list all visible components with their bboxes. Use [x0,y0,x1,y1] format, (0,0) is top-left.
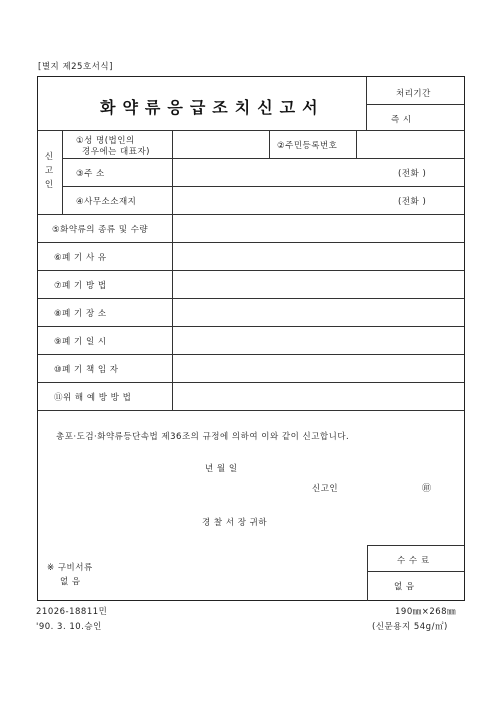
attachments-value: 없 음 [60,577,81,587]
item-label-disposal-place: ⑧폐 기 장 소 [54,309,107,319]
disposal-manager-field[interactable] [173,355,464,381]
name-id-divider [269,130,270,158]
fee-box-divider [367,545,368,601]
attachments-label: ※ 구비서류 [47,563,93,573]
disposal-place-field[interactable] [173,299,464,325]
id-label: ②주민등록번호 [277,141,338,151]
seal-mark: ㊞ [422,484,432,494]
disposal-datetime-field[interactable] [173,327,464,353]
reporter-group-text: 신고인 [44,152,54,190]
processing-value: 즉 시 [391,115,412,125]
items-section-bottom [38,410,464,411]
form-title: 화약류응급조치신고서 [100,98,325,117]
processing-label: 처리기간 [396,89,431,99]
office-phone-label: (전화 ) [398,197,427,207]
date-line[interactable]: 년 월 일 [205,464,238,474]
fee-value: 없 음 [394,582,415,592]
item-label-disposal-reason: ⑥폐 기 사 유 [54,253,107,263]
kind-quantity-field[interactable] [173,215,464,241]
recipient: 경 찰 서 장 귀하 [202,518,268,528]
form-number: [별지 제25호서식] [38,62,113,72]
address-phone-label: (전화 ) [398,169,427,179]
declaration-statement: 총포·도검·화약류등단속법 제36조의 규정에 의하여 이와 같이 신고합니다. [56,432,350,442]
disposal-reason-field[interactable] [173,243,464,269]
footer-paper-size: 190㎜×268㎜ [395,607,457,617]
footer-approval-date: '90. 3. 10.승인 [36,622,102,632]
fee-label: 수 수 료 [397,556,430,566]
name-label-line1: ①성 명(법인의 [76,136,135,146]
address-label: ③주 소 [76,169,105,179]
name-label-line2: 경우에는 대표자) [82,147,150,157]
reporter-group-label [43,150,55,192]
hazard-prevention-field[interactable] [173,383,464,409]
fee-box-top [367,545,464,546]
item-label-disposal-manager: ⑩폐 기 책 임 자 [54,365,119,375]
office-label: ④사무소소재지 [76,197,137,207]
footer-paper-type: (신문용지 54g/㎡) [372,622,448,632]
item-label-disposal-method: ⑦폐 기 방 법 [54,281,107,291]
signer-label: 신고인 [312,484,339,494]
footer-form-code: 21026-18811민 [36,607,108,617]
item-label-hazard-prevention: ⑪위 해 예 방 방 법 [54,393,132,403]
processing-divider [366,104,464,105]
name-value-field[interactable] [173,131,269,157]
id-value-field[interactable] [357,131,464,157]
fee-box-mid [367,571,464,572]
item-label-kind-quantity: ⑤화약류의 종류 및 수량 [52,225,149,235]
reporter-group-divider [62,130,63,214]
item-label-disposal-datetime: ⑨폐 기 일 시 [54,337,107,347]
disposal-method-field[interactable] [173,271,464,297]
